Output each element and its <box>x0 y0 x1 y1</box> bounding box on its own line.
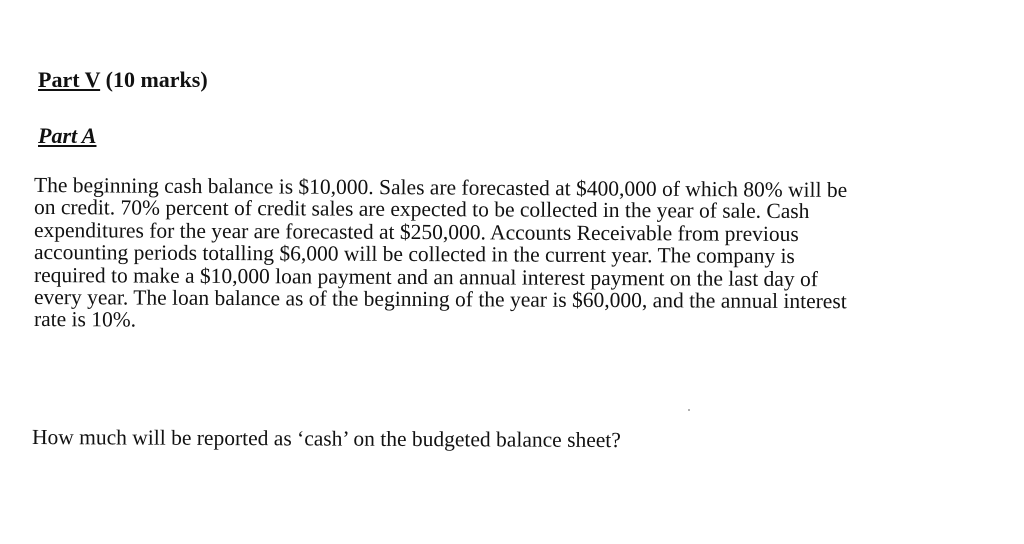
problem-paragraph <box>34 174 934 331</box>
paragraph-line: on credit. 70% percent of credit sales are expected to be collected in the year of sale. Cash <box>33 195 810 224</box>
paragraph-line: expenditures for the year are forecasted at $250,000. Accounts Receivable from previous <box>33 217 799 246</box>
question-text: How much will be reported as ‘cash’ on the budgeted balance sheet? <box>31 425 621 453</box>
part-label: Part V <box>38 67 101 92</box>
paragraph-line: every year. The loan balance as of the beginning of the year is $60,000, and the annual interest <box>33 285 847 314</box>
part-a-subheading: Part A <box>38 123 97 148</box>
paragraph-line: accounting periods totalling $6,000 will be collected in the current year. The company is <box>33 240 795 269</box>
paragraph-line: required to make a $10,000 loan payment and an annual interest payment on the last day of <box>33 262 818 291</box>
paragraph-line: rate is 10%. <box>33 307 137 332</box>
part-marks: (10 marks) <box>100 67 208 92</box>
paragraph-line: The beginning cash balance is $10,000. Sales are forecasted at $400,000 of which 80% will be <box>33 173 848 202</box>
part-heading <box>38 66 208 94</box>
scan-speck <box>688 409 690 411</box>
